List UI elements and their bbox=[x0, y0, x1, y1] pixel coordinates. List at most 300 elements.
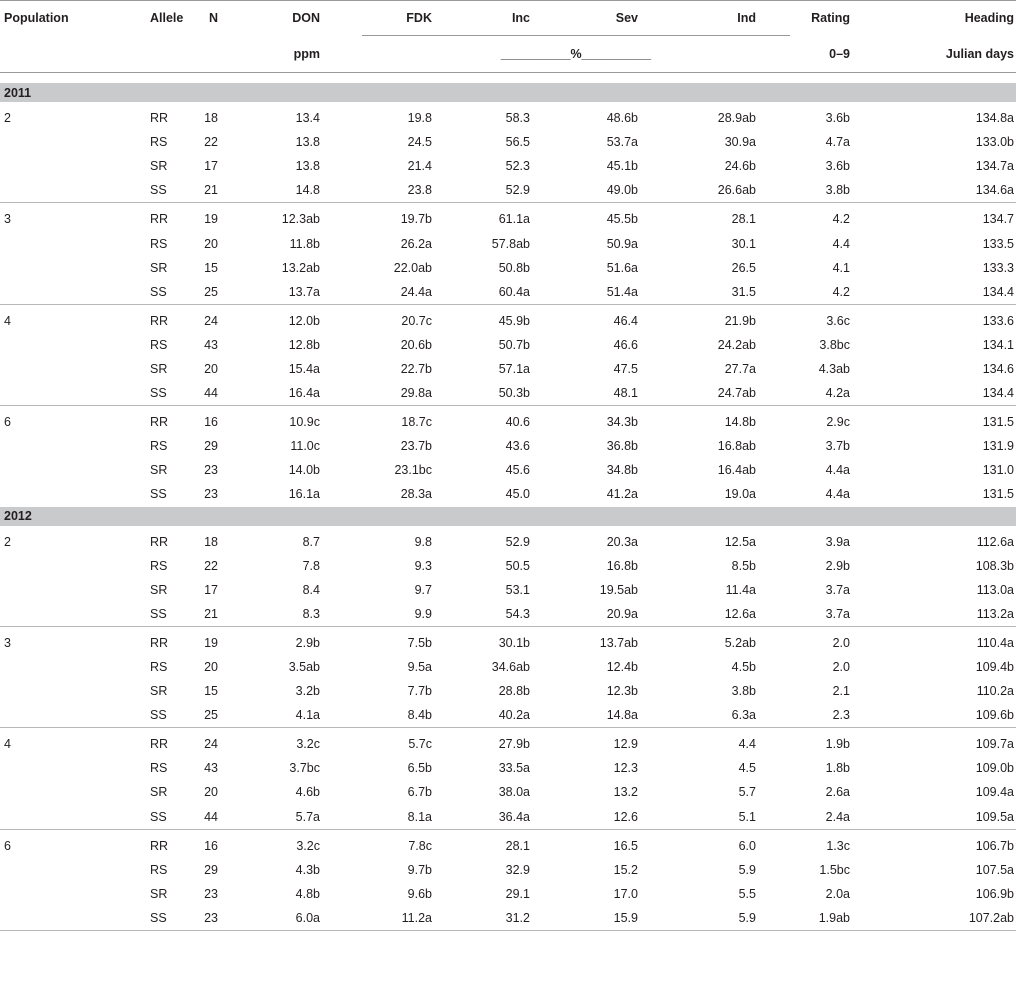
don-cell: 3.2c bbox=[296, 737, 320, 752]
allele-cell: SS bbox=[110, 805, 200, 830]
table-row bbox=[0, 381, 1016, 406]
ind-cell: 21.9b bbox=[724, 313, 756, 328]
don-cell: 2.9b bbox=[295, 635, 320, 650]
n-cell: 44 bbox=[200, 381, 262, 406]
don-cell: 8.3 bbox=[262, 602, 362, 627]
fdk-cell: 7.7b bbox=[407, 684, 432, 699]
sev-cell: 16.8b bbox=[606, 558, 638, 573]
ind-cell: 5.1 bbox=[684, 805, 790, 830]
table-row bbox=[0, 304, 1016, 333]
allele-cell: SR bbox=[150, 684, 168, 699]
sev-cell: 49.0b bbox=[574, 178, 684, 203]
inc-cell: 28.1 bbox=[505, 838, 530, 853]
units-row bbox=[0, 36, 1016, 73]
table-row bbox=[0, 626, 1016, 655]
fdk-cell: 9.9 bbox=[362, 602, 470, 627]
inc-cell: 52.9 bbox=[470, 178, 574, 203]
rating-cell: 3.6b bbox=[825, 159, 850, 174]
rating-cell: 1.8b bbox=[825, 761, 850, 776]
allele-cell: RR bbox=[150, 313, 169, 328]
heading-cell: 131.9 bbox=[982, 439, 1014, 454]
header-allele: Allele bbox=[110, 1, 200, 36]
rating-cell: 3.6c bbox=[826, 313, 850, 328]
unit-heading: Julian days bbox=[894, 36, 1016, 73]
allele-cell: RS bbox=[150, 862, 168, 877]
sev-cell: 51.6a bbox=[606, 260, 638, 275]
ind-cell: 28.9ab bbox=[717, 111, 756, 126]
table-row bbox=[0, 882, 1016, 906]
population-cell: 6 bbox=[4, 415, 11, 430]
inc-cell: 57.1a bbox=[498, 361, 530, 376]
inc-cell: 40.2a bbox=[470, 703, 574, 728]
table-row bbox=[0, 102, 1016, 130]
sev-cell: 34.3b bbox=[606, 415, 638, 430]
fdk-cell: 7.8c bbox=[408, 838, 432, 853]
table-row bbox=[0, 655, 1016, 679]
heading-cell: 134.6 bbox=[982, 361, 1014, 376]
ind-cell: 24.7ab bbox=[684, 381, 790, 406]
ind-cell: 14.8b bbox=[724, 415, 756, 430]
table-row bbox=[0, 554, 1016, 578]
n-cell: 18 bbox=[204, 534, 218, 549]
fdk-cell: 24.5 bbox=[407, 135, 432, 150]
allele-cell: SS bbox=[110, 381, 200, 406]
rating-cell: 4.4 bbox=[832, 236, 850, 251]
heading-cell: 106.9b bbox=[975, 886, 1014, 901]
population-cell bbox=[0, 679, 110, 703]
rating-cell: 4.1 bbox=[832, 260, 850, 275]
sev-cell: 20.9a bbox=[574, 602, 684, 627]
table-row bbox=[0, 482, 1016, 506]
don-cell: 4.3b bbox=[295, 862, 320, 877]
rating-cell: 2.0 bbox=[832, 660, 850, 675]
sev-cell: 15.2 bbox=[613, 862, 638, 877]
population-cell bbox=[0, 906, 110, 931]
allele-cell: RS bbox=[150, 135, 168, 150]
sev-cell: 46.6 bbox=[613, 337, 638, 352]
population-cell: 4 bbox=[4, 313, 11, 328]
allele-cell: SS bbox=[110, 178, 200, 203]
table-row bbox=[0, 829, 1016, 858]
inc-cell: 61.1a bbox=[498, 212, 530, 227]
heading-cell: 106.7b bbox=[975, 838, 1014, 853]
rating-cell: 2.0 bbox=[832, 635, 850, 650]
year-row bbox=[0, 83, 1016, 102]
fdk-cell: 19.7b bbox=[400, 212, 432, 227]
inc-cell: 60.4a bbox=[470, 280, 574, 305]
sev-cell: 16.5 bbox=[613, 838, 638, 853]
fdk-cell: 9.3 bbox=[414, 558, 432, 573]
allele-cell: RR bbox=[150, 534, 169, 549]
heading-cell: 131.5 bbox=[982, 487, 1014, 502]
population-cell: 6 bbox=[4, 838, 11, 853]
rating-cell: 2.4a bbox=[790, 805, 894, 830]
don-cell: 3.2b bbox=[295, 684, 320, 699]
sev-cell: 48.1 bbox=[574, 381, 684, 406]
n-cell: 43 bbox=[204, 337, 218, 352]
n-cell: 15 bbox=[204, 260, 218, 275]
allele-cell: SR bbox=[150, 463, 168, 478]
population-cell bbox=[0, 434, 110, 458]
don-cell: 6.0a bbox=[262, 906, 362, 931]
ind-cell: 24.2ab bbox=[717, 337, 756, 352]
sev-cell: 13.7ab bbox=[599, 635, 638, 650]
heading-cell: 109.5a bbox=[894, 805, 1016, 830]
ind-cell: 11.4a bbox=[725, 582, 756, 597]
population-cell bbox=[0, 756, 110, 780]
n-cell: 29 bbox=[204, 439, 218, 454]
ind-cell: 31.5 bbox=[684, 280, 790, 305]
ind-cell: 4.5b bbox=[731, 660, 756, 675]
don-cell: 4.6b bbox=[295, 785, 320, 800]
population-cell: 2 bbox=[4, 111, 11, 126]
don-cell: 16.1a bbox=[288, 487, 320, 502]
population-cell bbox=[0, 333, 110, 357]
table-row bbox=[0, 906, 1016, 931]
year-label: 2012 bbox=[0, 507, 1016, 526]
don-cell: 15.4a bbox=[288, 361, 320, 376]
fdk-cell: 23.1bc bbox=[394, 463, 432, 478]
table-row bbox=[0, 357, 1016, 381]
heading-cell: 110.4a bbox=[976, 635, 1014, 650]
don-cell: 3.7bc bbox=[289, 761, 320, 776]
fdk-cell: 24.4a bbox=[362, 280, 470, 305]
fdk-cell: 9.8 bbox=[414, 534, 432, 549]
sev-cell: 13.2 bbox=[613, 785, 638, 800]
n-cell: 15 bbox=[204, 684, 218, 699]
ind-cell: 27.7a bbox=[724, 361, 756, 376]
fdk-cell: 9.6b bbox=[407, 886, 432, 901]
table-row bbox=[0, 679, 1016, 703]
sev-cell: 20.3a bbox=[606, 534, 638, 549]
population-cell bbox=[0, 655, 110, 679]
don-cell: 3.5ab bbox=[288, 660, 320, 675]
sev-cell: 46.4 bbox=[613, 313, 638, 328]
sev-cell: 51.4a bbox=[574, 280, 684, 305]
heading-cell: 133.3 bbox=[982, 260, 1014, 275]
heading-cell: 109.6b bbox=[894, 703, 1016, 728]
population-cell bbox=[0, 602, 110, 627]
table-row bbox=[0, 602, 1016, 627]
inc-cell: 53.1 bbox=[505, 582, 530, 597]
ind-cell: 5.5 bbox=[738, 886, 756, 901]
fdk-cell: 21.4 bbox=[407, 159, 432, 174]
ind-cell: 5.9 bbox=[684, 906, 790, 931]
heading-cell: 107.5a bbox=[975, 862, 1014, 877]
heading-cell: 107.2ab bbox=[894, 906, 1016, 931]
n-cell: 16 bbox=[204, 415, 218, 430]
allele-cell: RS bbox=[150, 558, 168, 573]
fdk-cell: 19.8 bbox=[407, 111, 432, 126]
table-row bbox=[0, 231, 1016, 255]
sev-cell: 41.2a bbox=[606, 487, 638, 502]
allele-cell: SR bbox=[150, 260, 168, 275]
inc-cell: 54.3 bbox=[470, 602, 574, 627]
heading-cell: 134.4 bbox=[894, 381, 1016, 406]
fdk-cell: 8.4b bbox=[362, 703, 470, 728]
rating-cell: 2.1 bbox=[832, 684, 850, 699]
inc-cell: 52.9 bbox=[505, 534, 530, 549]
n-cell: 23 bbox=[204, 463, 218, 478]
n-cell: 19 bbox=[204, 212, 218, 227]
n-cell: 23 bbox=[204, 886, 218, 901]
don-cell: 7.8 bbox=[302, 558, 320, 573]
n-cell: 17 bbox=[204, 582, 218, 597]
fdk-cell: 8.1a bbox=[362, 805, 470, 830]
ind-cell: 19.0a bbox=[724, 487, 756, 502]
rating-cell: 2.9b bbox=[825, 558, 850, 573]
rating-cell: 2.0a bbox=[825, 886, 850, 901]
heading-cell: 134.7a bbox=[975, 159, 1014, 174]
population-cell: 3 bbox=[4, 212, 11, 227]
ind-cell: 4.5 bbox=[738, 761, 756, 776]
fdk-cell: 28.3a bbox=[400, 487, 432, 502]
population-cell bbox=[0, 780, 110, 804]
header-n: N bbox=[200, 1, 262, 36]
ind-cell: 5.9 bbox=[738, 862, 756, 877]
allele-cell: RR bbox=[150, 635, 169, 650]
population-cell bbox=[0, 178, 110, 203]
header-ind: Ind bbox=[684, 1, 790, 36]
table-row bbox=[0, 256, 1016, 280]
inc-cell: 33.5a bbox=[498, 761, 530, 776]
fdk-cell: 18.7c bbox=[401, 415, 432, 430]
heading-cell: 109.7a bbox=[975, 737, 1014, 752]
rating-cell: 3.8bc bbox=[819, 337, 850, 352]
sev-cell: 12.9 bbox=[613, 737, 638, 752]
population-cell bbox=[0, 130, 110, 154]
allele-cell: SR bbox=[150, 582, 168, 597]
n-cell: 21 bbox=[200, 602, 262, 627]
heading-cell: 133.5 bbox=[982, 236, 1014, 251]
ind-cell: 16.8ab bbox=[717, 439, 756, 454]
population-cell bbox=[0, 703, 110, 728]
allele-cell: RS bbox=[150, 236, 168, 251]
inc-cell: 45.0 bbox=[505, 487, 530, 502]
header-rating: Rating bbox=[790, 1, 894, 36]
heading-cell: 112.6a bbox=[976, 534, 1014, 549]
unit-percent: __________%__________ bbox=[362, 36, 790, 73]
allele-cell: SR bbox=[150, 159, 168, 174]
don-cell: 13.8 bbox=[295, 135, 320, 150]
table-row bbox=[0, 280, 1016, 305]
ind-cell: 24.6b bbox=[724, 159, 756, 174]
don-cell: 5.7a bbox=[262, 805, 362, 830]
table-row bbox=[0, 333, 1016, 357]
inc-cell: 30.1b bbox=[498, 635, 530, 650]
rating-cell: 1.9b bbox=[825, 737, 850, 752]
n-cell: 23 bbox=[200, 906, 262, 931]
header-sev: Sev bbox=[574, 1, 684, 36]
sev-cell: 12.3b bbox=[606, 684, 638, 699]
table-row bbox=[0, 203, 1016, 232]
n-cell: 29 bbox=[204, 862, 218, 877]
rating-cell: 2.3 bbox=[790, 703, 894, 728]
inc-cell: 38.0a bbox=[498, 785, 530, 800]
rating-cell: 4.2a bbox=[790, 381, 894, 406]
rating-cell: 4.3ab bbox=[818, 361, 850, 376]
inc-cell: 43.6 bbox=[505, 439, 530, 454]
n-cell: 25 bbox=[200, 280, 262, 305]
don-cell: 12.3ab bbox=[281, 212, 320, 227]
inc-cell: 34.6ab bbox=[491, 660, 530, 675]
n-cell: 23 bbox=[204, 487, 218, 502]
population-cell: 4 bbox=[4, 737, 11, 752]
heading-cell: 113.2a bbox=[894, 602, 1016, 627]
table-row bbox=[0, 703, 1016, 728]
ind-cell: 6.0 bbox=[738, 838, 756, 853]
heading-cell: 109.0b bbox=[975, 761, 1014, 776]
rating-cell: 2.9c bbox=[826, 415, 850, 430]
don-cell: 12.0b bbox=[288, 313, 320, 328]
allele-cell: SS bbox=[150, 487, 167, 502]
population-cell bbox=[0, 554, 110, 578]
inc-cell: 52.3 bbox=[505, 159, 530, 174]
inc-cell: 40.6 bbox=[505, 415, 530, 430]
table-row bbox=[0, 406, 1016, 435]
fdk-cell: 11.2a bbox=[362, 906, 470, 931]
don-cell: 4.1a bbox=[262, 703, 362, 728]
allele-cell: SR bbox=[150, 785, 168, 800]
ind-cell: 5.7 bbox=[738, 785, 756, 800]
table-row bbox=[0, 805, 1016, 830]
rating-cell: 1.9ab bbox=[790, 906, 894, 931]
n-cell: 24 bbox=[204, 737, 218, 752]
population-cell bbox=[0, 357, 110, 381]
table-row bbox=[0, 858, 1016, 882]
ind-cell: 3.8b bbox=[731, 684, 756, 699]
fdk-cell: 20.6b bbox=[400, 337, 432, 352]
ind-cell: 26.6ab bbox=[684, 178, 790, 203]
inc-cell: 29.1 bbox=[505, 886, 530, 901]
inc-cell: 45.6 bbox=[505, 463, 530, 478]
population-cell bbox=[0, 858, 110, 882]
population-cell bbox=[0, 231, 110, 255]
heading-cell: 134.6a bbox=[894, 178, 1016, 203]
table-row bbox=[0, 578, 1016, 602]
n-cell: 20 bbox=[204, 660, 218, 675]
rating-cell: 3.8b bbox=[790, 178, 894, 203]
fdk-cell: 23.8 bbox=[362, 178, 470, 203]
sev-cell: 12.3 bbox=[613, 761, 638, 776]
heading-cell: 133.0b bbox=[975, 135, 1014, 150]
population-cell bbox=[0, 381, 110, 406]
inc-cell: 50.8b bbox=[498, 260, 530, 275]
don-cell: 14.0b bbox=[288, 463, 320, 478]
n-cell: 24 bbox=[204, 313, 218, 328]
population-cell bbox=[0, 256, 110, 280]
fdk-cell: 22.7b bbox=[400, 361, 432, 376]
don-cell: 11.8b bbox=[289, 236, 320, 251]
sev-cell: 19.5ab bbox=[599, 582, 638, 597]
don-cell: 12.8b bbox=[288, 337, 320, 352]
table-row bbox=[0, 434, 1016, 458]
table-row bbox=[0, 780, 1016, 804]
allele-cell: SS bbox=[110, 602, 200, 627]
inc-cell: 31.2 bbox=[470, 906, 574, 931]
heading-cell: 113.0a bbox=[976, 582, 1014, 597]
rating-cell: 4.4a bbox=[825, 487, 850, 502]
allele-cell: RR bbox=[150, 838, 169, 853]
inc-cell: 45.9b bbox=[498, 313, 530, 328]
allele-cell: SS bbox=[110, 280, 200, 305]
allele-cell: RR bbox=[150, 415, 169, 430]
allele-cell: SR bbox=[150, 886, 168, 901]
allele-cell: RR bbox=[150, 111, 169, 126]
fdk-cell: 9.7b bbox=[407, 862, 432, 877]
fdk-cell: 9.5a bbox=[407, 660, 432, 675]
sev-cell: 45.1b bbox=[606, 159, 638, 174]
table-row bbox=[0, 728, 1016, 757]
header-row bbox=[0, 1, 1016, 36]
ind-cell: 28.1 bbox=[731, 212, 756, 227]
inc-cell: 27.9b bbox=[498, 737, 530, 752]
ind-cell: 12.5a bbox=[724, 534, 756, 549]
n-cell: 18 bbox=[204, 111, 218, 126]
n-cell: 22 bbox=[204, 135, 218, 150]
sev-cell: 53.7a bbox=[606, 135, 638, 150]
population-cell bbox=[0, 805, 110, 830]
rating-cell: 3.6b bbox=[825, 111, 850, 126]
don-cell: 13.4 bbox=[295, 111, 320, 126]
fdk-cell: 5.7c bbox=[408, 737, 432, 752]
fdk-cell: 6.5b bbox=[407, 761, 432, 776]
population-cell: 3 bbox=[4, 635, 11, 650]
population-cell bbox=[0, 154, 110, 178]
sev-cell: 12.4b bbox=[606, 660, 638, 675]
population-cell bbox=[0, 458, 110, 482]
n-cell: 20 bbox=[204, 236, 218, 251]
allele-cell: RS bbox=[150, 761, 168, 776]
inc-cell: 32.9 bbox=[505, 862, 530, 877]
don-cell: 13.7a bbox=[262, 280, 362, 305]
rating-cell: 1.5bc bbox=[819, 862, 850, 877]
fdk-cell: 29.8a bbox=[362, 381, 470, 406]
sev-cell: 17.0 bbox=[613, 886, 638, 901]
inc-cell: 50.5 bbox=[505, 558, 530, 573]
heading-cell: 134.4 bbox=[894, 280, 1016, 305]
ind-cell: 30.9a bbox=[724, 135, 756, 150]
fdk-cell: 9.7 bbox=[414, 582, 432, 597]
don-cell: 11.0c bbox=[290, 439, 320, 454]
n-cell: 20 bbox=[204, 785, 218, 800]
table-row bbox=[0, 130, 1016, 154]
heading-cell: 134.8a bbox=[975, 111, 1014, 126]
n-cell: 43 bbox=[204, 761, 218, 776]
ind-cell: 26.5 bbox=[731, 260, 756, 275]
sev-cell: 15.9 bbox=[574, 906, 684, 931]
n-cell: 17 bbox=[204, 159, 218, 174]
sev-cell: 34.8b bbox=[606, 463, 638, 478]
inc-cell: 50.7b bbox=[498, 337, 530, 352]
heading-cell: 108.3b bbox=[975, 558, 1014, 573]
header-fdk: FDK bbox=[362, 1, 470, 36]
ind-cell: 5.2ab bbox=[724, 635, 756, 650]
sev-cell: 50.9a bbox=[606, 236, 638, 251]
inc-cell: 50.3b bbox=[470, 381, 574, 406]
n-cell: 19 bbox=[204, 635, 218, 650]
allele-cell: SR bbox=[150, 361, 168, 376]
inc-cell: 58.3 bbox=[505, 111, 530, 126]
fdk-cell: 22.0ab bbox=[393, 260, 432, 275]
sev-cell: 48.6b bbox=[606, 111, 638, 126]
sev-cell: 12.6 bbox=[574, 805, 684, 830]
allele-cell: SS bbox=[110, 906, 200, 931]
don-cell: 13.2ab bbox=[281, 260, 320, 275]
fdk-cell: 23.7b bbox=[400, 439, 432, 454]
heading-cell: 110.2a bbox=[976, 684, 1014, 699]
ind-cell: 6.3a bbox=[684, 703, 790, 728]
